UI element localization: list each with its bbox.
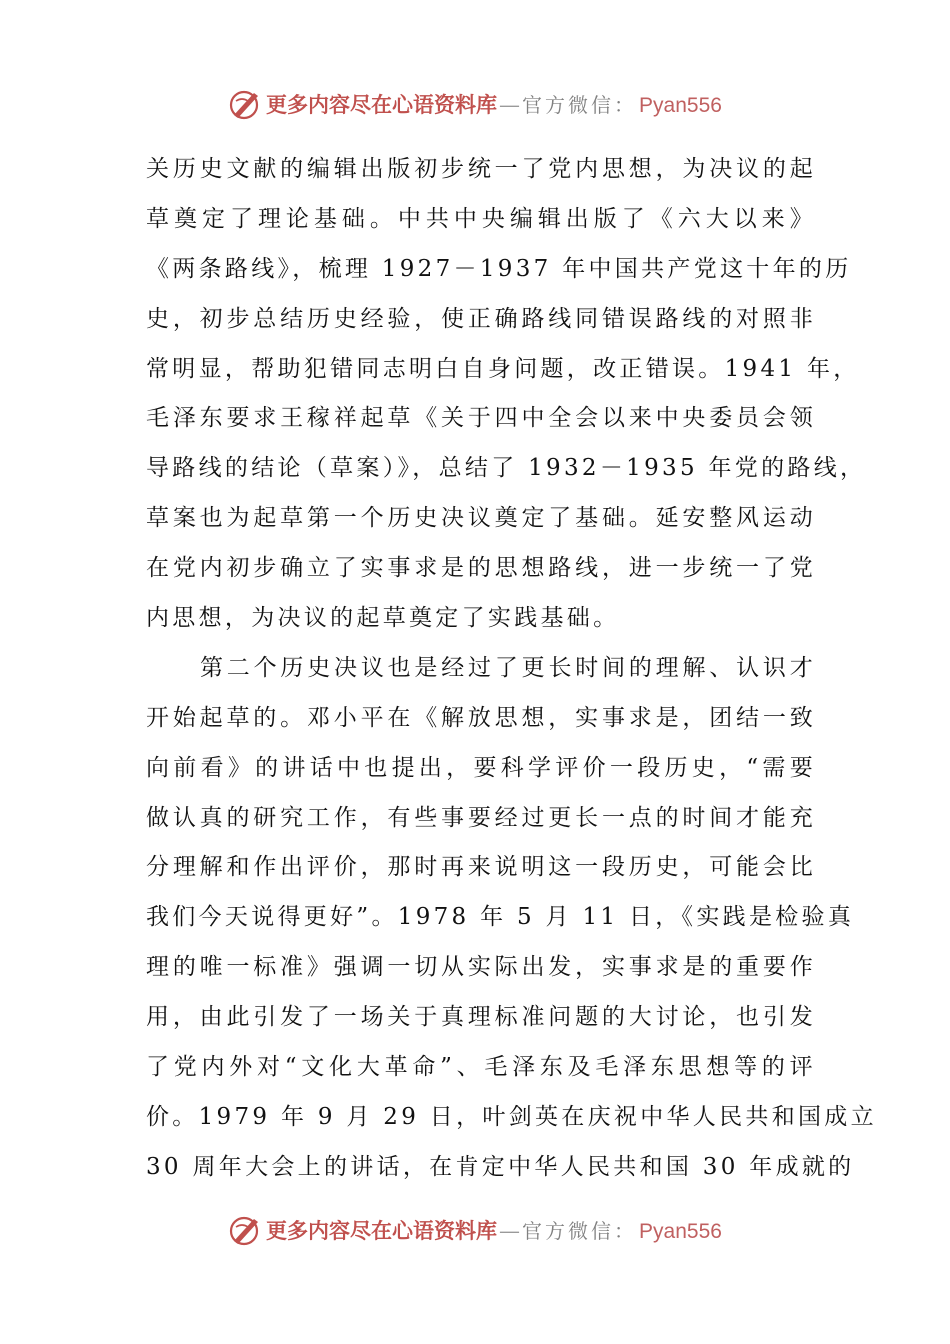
text-line: 分理解和作出评价，那时再来说明这一段历史，可能会比	[146, 854, 816, 881]
banner-wechat-label: 官方微信：	[522, 93, 638, 117]
text-line: 30 周年大会上的讲话，在肯定中华人民共和国 30 年成就的	[146, 1153, 855, 1180]
banner-wechat-id: Pyan556	[639, 94, 722, 117]
text-line: 价。1979 年 9 月 29 日，叶剑英在庆祝中华人民共和国成立	[146, 1103, 877, 1130]
banner-main-text: 更多内容尽在心语资料库	[266, 1218, 498, 1243]
banner-wechat-label: 官方微信：	[522, 1219, 638, 1243]
text-line: 理的唯一标准》强调一切从实际出发，实事求是的重要作	[146, 954, 816, 981]
paragraph-first-line: 第二个历史决议也是经过了更长时间的理解、认识才	[200, 654, 816, 681]
text-line: 了党内外对“文化大革命”、毛泽东及毛泽东思想等的评	[146, 1054, 816, 1081]
pen-logo-icon	[228, 1213, 262, 1247]
footer-banner	[0, 1210, 950, 1250]
text-line: 向前看》的讲话中也提出，要科学评价一段历史，“需要	[146, 754, 816, 781]
text-line: 开始起草的。邓小平在《解放思想，实事求是，团结一致	[146, 704, 816, 731]
text-line: 导路线的结论（草案）》，总结了 1932－1935 年党的路线，	[146, 455, 867, 482]
document-body	[146, 144, 877, 1192]
text-line: 内思想，为决议的起草奠定了实践基础。	[146, 605, 620, 632]
text-line: 草案也为起草第一个历史决议奠定了基础。延安整风运动	[146, 505, 816, 532]
text-line: 史，初步总结历史经验，使正确路线同错误路线的对照非	[146, 305, 816, 332]
text-line: 《两条路线》，梳理 1927－1937 年中国共产党这十年的历	[146, 255, 852, 282]
text-line: 关历史文献的编辑出版初步统一了党内思想，为决议的起	[146, 156, 816, 182]
text-line: 毛泽东要求王稼祥起草《关于四中全会以来中央委员会领	[146, 405, 816, 432]
text-line: 用，由此引发了一场关于真理标准问题的大讨论，也引发	[146, 1004, 816, 1031]
banner-wechat-id: Pyan556	[639, 1220, 722, 1243]
text-line: 常明显，帮助犯错同志明白自身问题，改正错误。1941 年，	[146, 355, 860, 382]
banner-dash: —	[499, 93, 521, 117]
pen-logo-icon	[228, 87, 262, 121]
banner-dash: —	[499, 1219, 521, 1243]
text-line: 我们今天说得更好”。1978 年 5 月 11 日，《实践是检验真	[146, 904, 855, 931]
text-line: 在党内初步确立了实事求是的思想路线，进一步统一了党	[146, 555, 816, 582]
text-line: 草奠定了理论基础。中共中央编辑出版了《六大以来》	[146, 205, 816, 232]
text-line: 做认真的研究工作，有些事要经过更长一点的时间才能充	[146, 804, 816, 831]
banner-main-text: 更多内容尽在心语资料库	[266, 92, 498, 117]
header-banner	[0, 84, 950, 124]
